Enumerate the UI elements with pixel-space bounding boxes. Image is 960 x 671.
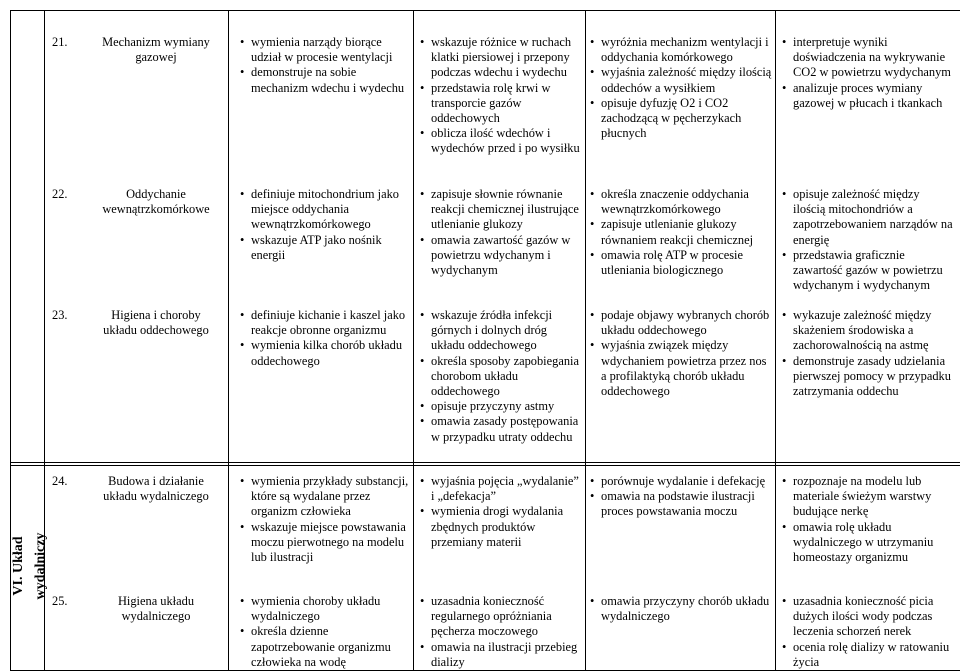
topic-title: Higiena i choroby układu oddechowego xyxy=(103,308,209,338)
list-item: • wyjaśnia związek między wdychaniem powietrza przez nos a profilaktyką chorób układu oddechowego xyxy=(590,338,772,399)
col-divider-4 xyxy=(585,10,586,671)
list-item: • ocenia rolę dializy w ratowaniu życia xyxy=(782,640,954,670)
requirements-advanced xyxy=(590,187,772,278)
section-divider-double xyxy=(10,465,960,466)
col-divider-2 xyxy=(228,10,229,671)
list-item: • wskazuje ATP jako nośnik energii xyxy=(240,233,412,263)
list-item: • wyróżnia mechanizm wentylacji i oddychania komórkowego xyxy=(590,35,772,65)
topic-number: 21. xyxy=(52,35,68,49)
list-item: • rozpoznaje na modelu lub materiale świeżym warstwy budujące nerkę xyxy=(782,474,954,520)
requirements-full xyxy=(782,474,954,565)
topic-title: Budowa i działanie układu wydalniczego xyxy=(103,474,209,504)
requirements-basic xyxy=(240,474,412,565)
list-item: • definiuje kichanie i kaszel jako reakcje obronne organizmu xyxy=(240,308,412,338)
requirements-advanced xyxy=(590,474,772,520)
requirements-basic xyxy=(240,308,412,369)
list-item: • demonstruje zasady udzielania pierwszej pomocy w przypadku zatrzymania oddechu xyxy=(782,354,954,400)
list-item: • określa dzienne zapotrzebowanie organizmu człowieka na wodę xyxy=(240,624,412,670)
list-item: • demonstruje na sobie mechanizm wdechu i wydechu xyxy=(240,65,412,95)
table-border-top xyxy=(10,10,960,11)
list-item: • uzasadnia konieczność regularnego opróżniania pęcherza moczowego xyxy=(420,594,583,640)
list-item: • określa sposoby zapobiegania chorobom układu oddechowego xyxy=(420,354,583,400)
requirements-basic xyxy=(240,187,412,263)
list-item: • wymienia przykłady substancji, które są wydalane przez organizm człowieka xyxy=(240,474,412,520)
list-item: • przedstawia rolę krwi w transporcie gazów oddechowych xyxy=(420,81,583,127)
topic-number: 23. xyxy=(52,308,68,322)
list-item: • definiuje mitochondrium jako miejsce oddychania wewnątrzkomórkowego xyxy=(240,187,412,233)
list-item: • wyjaśnia pojęcia „wydalanie” i „defekacja” xyxy=(420,474,583,504)
requirements-full xyxy=(782,594,954,670)
list-item: • omawia na podstawie ilustracji proces powstawania moczu xyxy=(590,489,772,519)
requirements-basic xyxy=(240,35,412,96)
list-item: • przedstawia graficznie zawartość gazów w powietrzu wdychanym i wydychanym xyxy=(782,248,954,294)
list-item: • zapisuje utlenianie glukozy równaniem reakcji chemicznej xyxy=(590,217,772,247)
list-item: • zapisuje słownie równanie reakcji chemicznej ilustrujące utlenianie glukozy xyxy=(420,187,583,233)
topic-number: 25. xyxy=(52,594,68,608)
list-item: • omawia rolę ATP w procesie utleniania biologicznego xyxy=(590,248,772,278)
list-item: • oblicza ilość wdechów i wydechów przed i po wysiłku xyxy=(420,126,583,156)
list-item: • omawia przyczyny chorób układu wydalniczego xyxy=(590,594,772,624)
requirements-extended xyxy=(420,308,583,445)
list-item: • wykazuje zależność między skażeniem środowiska a zachorowalnością na astmę xyxy=(782,308,954,354)
list-item: • wymienia kilka chorób układu oddechowego xyxy=(240,338,412,368)
requirements-full xyxy=(782,308,954,399)
topic-number: 22. xyxy=(52,187,68,201)
requirements-basic xyxy=(240,594,412,670)
requirements-full xyxy=(782,187,954,293)
list-item: • podaje objawy wybranych chorób układu oddechowego xyxy=(590,308,772,338)
list-item: • wskazuje różnice w ruchach klatki piersiowej i przepony podczas wdechu i wydechu xyxy=(420,35,583,81)
requirements-extended xyxy=(420,187,583,278)
list-item: • interpretuje wyniki doświadczenia na wykrywanie CO2 w powietrzu wydychanym xyxy=(782,35,954,81)
topic-number: 24. xyxy=(52,474,68,488)
col-divider-5 xyxy=(775,10,776,671)
requirements-advanced xyxy=(590,308,772,399)
col-divider-3 xyxy=(413,10,414,671)
list-item: • uzasadnia konieczność picia dużych ilości wody podczas leczenia schorzeń nerek xyxy=(782,594,954,640)
list-item: • porównuje wydalanie i defekację xyxy=(590,474,772,489)
requirements-extended xyxy=(420,474,583,550)
list-item: • określa znaczenie oddychania wewnątrzkomórkowego xyxy=(590,187,772,217)
list-item: • wymienia drogi wydalania zbędnych produktów przemiany materii xyxy=(420,504,583,550)
requirements-advanced xyxy=(590,594,772,624)
topic-title: Mechanizm wymiany gazowej xyxy=(102,35,210,65)
list-item: • omawia zasady postępowania w przypadku utraty oddechu xyxy=(420,414,583,444)
list-item: • opisuje zależność między ilością mitochondriów a zapotrzebowaniem narządów na energię xyxy=(782,187,954,248)
topic-title: Higiena układu wydalniczego xyxy=(117,594,195,624)
list-item: • wymienia choroby układu wydalniczego xyxy=(240,594,412,624)
list-item: • wskazuje miejsce powstawania moczu pierwotnego na modelu lub ilustracji xyxy=(240,520,412,566)
topic-title: Oddychanie wewnątrzkomórkowe xyxy=(102,187,210,217)
list-item: • opisuje przyczyny astmy xyxy=(420,399,583,414)
section-divider xyxy=(10,462,960,463)
list-item: • wymienia narządy biorące udział w procesie wentylacji xyxy=(240,35,412,65)
list-item: • omawia rolę układu wydalniczego w utrzymaniu homeostazy organizmu xyxy=(782,520,954,566)
section-label: VI. Układ wydalniczy xyxy=(11,532,48,600)
list-item: • analizuje proces wymiany gazowej w płucach i tkankach xyxy=(782,81,954,111)
requirements-extended xyxy=(420,35,583,157)
list-item: • omawia zawartość gazów w powietrzu wdychanym i wydychanym xyxy=(420,233,583,279)
list-item: • opisuje dyfuzję O2 i CO2 zachodzącą w pęcherzykach płucnych xyxy=(590,96,772,142)
requirements-extended xyxy=(420,594,583,670)
requirements-advanced xyxy=(590,35,772,141)
requirements-full xyxy=(782,35,954,111)
list-item: • wyjaśnia zależność między ilością oddechów a wysiłkiem xyxy=(590,65,772,95)
list-item: • omawia na ilustracji przebieg dializy xyxy=(420,640,583,670)
list-item: • wskazuje źródła infekcji górnych i dolnych dróg układu oddechowego xyxy=(420,308,583,354)
